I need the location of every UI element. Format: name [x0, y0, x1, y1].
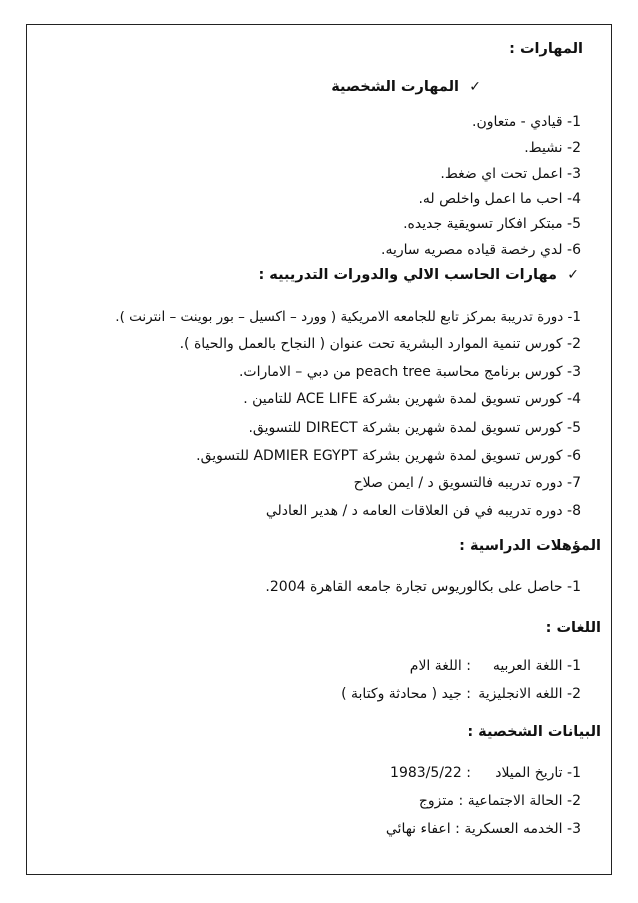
resume-page [27, 25, 611, 874]
course-item: 6- كورس تسويق لمدة شهرين بشركة ADMIER EGYPT للتسويق. [196, 448, 581, 464]
education-item: 1- حاصل على بكالوريوس تجارة جامعه القاهرة 2004. [265, 579, 581, 595]
personal-skill-item: 5- مبتكر افكار تسويقية جديده. [403, 216, 581, 232]
language-item [27, 656, 581, 676]
personal-skill-item: 1- قيادي - متعاون. [472, 114, 581, 130]
personal-skill-item: 3- اعمل تحت اي ضغط. [440, 166, 581, 182]
page-frame [26, 24, 612, 875]
check-mark-icon: ✓ [567, 267, 579, 283]
language-value: : جيد ( محادثة وكتابة ) [341, 686, 471, 702]
skills-heading: المهارات : [509, 41, 583, 57]
personal-skill-item: 6- لدي رخصة قياده مصريه ساريه. [381, 242, 581, 258]
course-item: 2- كورس تنمية الموارد البشرية تحت عنوان ( النجاح بالعمل والحياة ). [179, 336, 581, 352]
computer-skills-title-text: مهارات الحاسب الالي والدورات التدريبيه : [258, 267, 557, 283]
personal-data-heading: البيانات الشخصية : [467, 724, 601, 740]
personal-data-label: 2- الحالة الاجتماعية [467, 793, 581, 809]
personal-data-item [27, 819, 581, 839]
personal-data-value: : متزوج [418, 793, 464, 809]
personal-data-value: : اعفاء نهائي [385, 821, 460, 837]
education-heading: المؤهلات الدراسية : [459, 538, 601, 554]
language-value: : اللغة الام [409, 658, 471, 674]
personal-data-label: 1- تاريخ الميلاد [495, 765, 581, 781]
course-item: 7- دوره تدريبه فالتسويق د / ايمن صلاح [353, 475, 581, 491]
languages-heading: اللغات : [545, 620, 601, 636]
course-item: 4- كورس تسويق لمدة شهرين بشركة ACE LIFE للتامين . [243, 391, 581, 407]
language-label: 2- اللغه الانجليزية [478, 686, 581, 702]
course-item: 5- كورس تسويق لمدة شهرين بشركة DIRECT للتسويق. [248, 420, 581, 436]
course-item: 8- دوره تدريبه في فن العلاقات العامه د / هدير العادلي [265, 503, 581, 519]
personal-skills-title [27, 77, 481, 97]
personal-skills-title-text: المهارت الشخصية [331, 79, 459, 95]
check-mark-icon: ✓ [469, 79, 481, 95]
personal-data-item [27, 763, 581, 783]
personal-skill-item: 2- نشيط. [524, 140, 581, 156]
computer-skills-title [27, 265, 579, 285]
personal-skill-item: 4- احب ما اعمل واخلص له. [418, 191, 581, 207]
language-item [27, 684, 581, 704]
course-item: 3- كورس برنامج محاسبة peach tree من دبي – الامارات. [238, 364, 581, 380]
course-item: 1- دورة تدريبة بمركز تابع للجامعه الامريكية ( وورد – اكسيل – بور بوينت – انترنت ). [115, 309, 581, 325]
personal-data-label: 3- الخدمه العسكرية [464, 821, 581, 837]
personal-data-value: : 1983/5/22 [390, 765, 471, 781]
personal-data-item [27, 791, 581, 811]
language-label: 1- اللغة العربيه [492, 658, 581, 674]
